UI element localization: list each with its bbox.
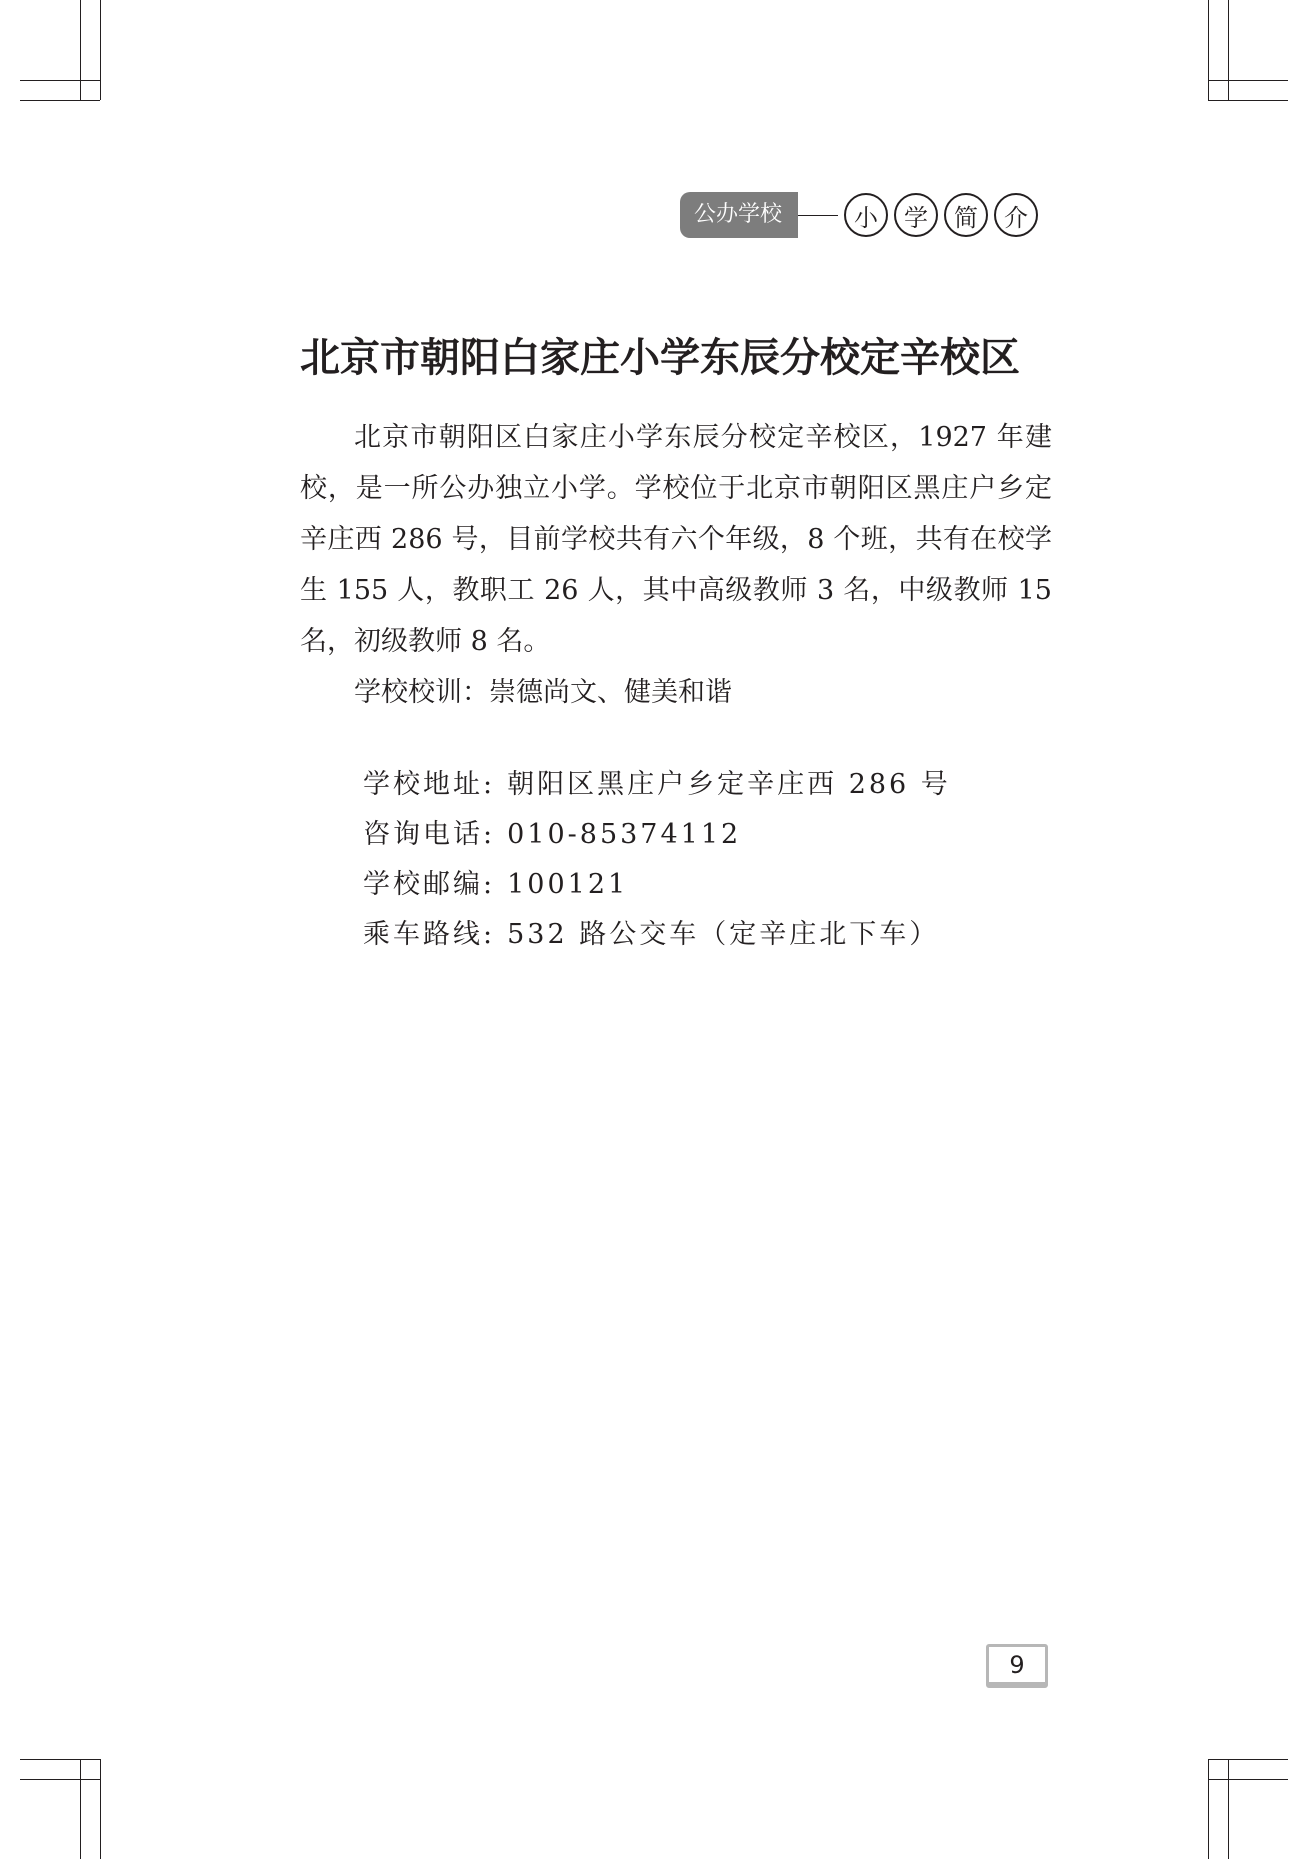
section-title-char: 学 — [894, 193, 938, 237]
zip-label: 学校邮编: — [363, 869, 496, 900]
crop-mark — [1228, 1759, 1229, 1859]
crop-mark — [1228, 0, 1229, 100]
crop-mark — [1208, 100, 1288, 101]
crop-mark — [20, 1779, 100, 1780]
crop-mark — [1208, 1779, 1288, 1780]
intro-paragraph: 北京市朝阳区白家庄小学东辰分校定辛校区，1927 年建校，是一所公办独立小学。学校位于北京市朝阳区黑庄户乡定辛庄西 286 号，目前学校共有六个年级，8 个班，共有在校学生 155 人，教职工 26 人，其中高级教师 3 名，中级教师 15 名，初级教师 8 名。 — [300, 422, 1052, 657]
crop-mark — [1208, 1759, 1288, 1760]
zip-row — [363, 860, 951, 910]
address-row — [363, 760, 951, 810]
phone-row — [363, 810, 951, 860]
crop-mark — [1208, 80, 1288, 81]
crop-mark — [100, 1759, 101, 1859]
section-title-char: 简 — [944, 193, 988, 237]
crop-mark — [80, 0, 81, 100]
page-title: 北京市朝阳白家庄小学东辰分校定辛校区 — [300, 335, 1020, 381]
address-label: 学校地址: — [363, 769, 496, 800]
category-tab: 公办学校 — [680, 192, 798, 238]
crop-mark — [20, 1759, 100, 1760]
header-connector-line — [798, 215, 838, 216]
phone-label: 咨询电话: — [363, 819, 496, 850]
address-value: 朝阳区黑庄户乡定辛庄西 286 号 — [507, 769, 951, 800]
route-value: 532 路公交车（定辛庄北下车） — [507, 919, 940, 950]
crop-mark — [80, 1759, 81, 1859]
phone-value: 010-85374112 — [507, 819, 742, 850]
section-title-char: 介 — [994, 193, 1038, 237]
section-title — [838, 193, 1038, 237]
zip-value: 100121 — [507, 869, 629, 900]
route-row — [363, 910, 951, 960]
route-label: 乘车路线: — [363, 919, 496, 950]
running-header — [680, 190, 1038, 240]
crop-mark — [20, 100, 100, 101]
crop-mark — [1208, 0, 1209, 100]
crop-mark — [20, 80, 100, 81]
crop-mark — [100, 0, 101, 100]
body-text — [300, 412, 1052, 718]
motto-paragraph: 学校校训：崇德尚文、健美和谐 — [354, 677, 732, 708]
page-number: 9 — [986, 1644, 1048, 1688]
contact-info — [363, 760, 951, 960]
crop-mark — [1208, 1759, 1209, 1859]
section-title-char: 小 — [844, 193, 888, 237]
